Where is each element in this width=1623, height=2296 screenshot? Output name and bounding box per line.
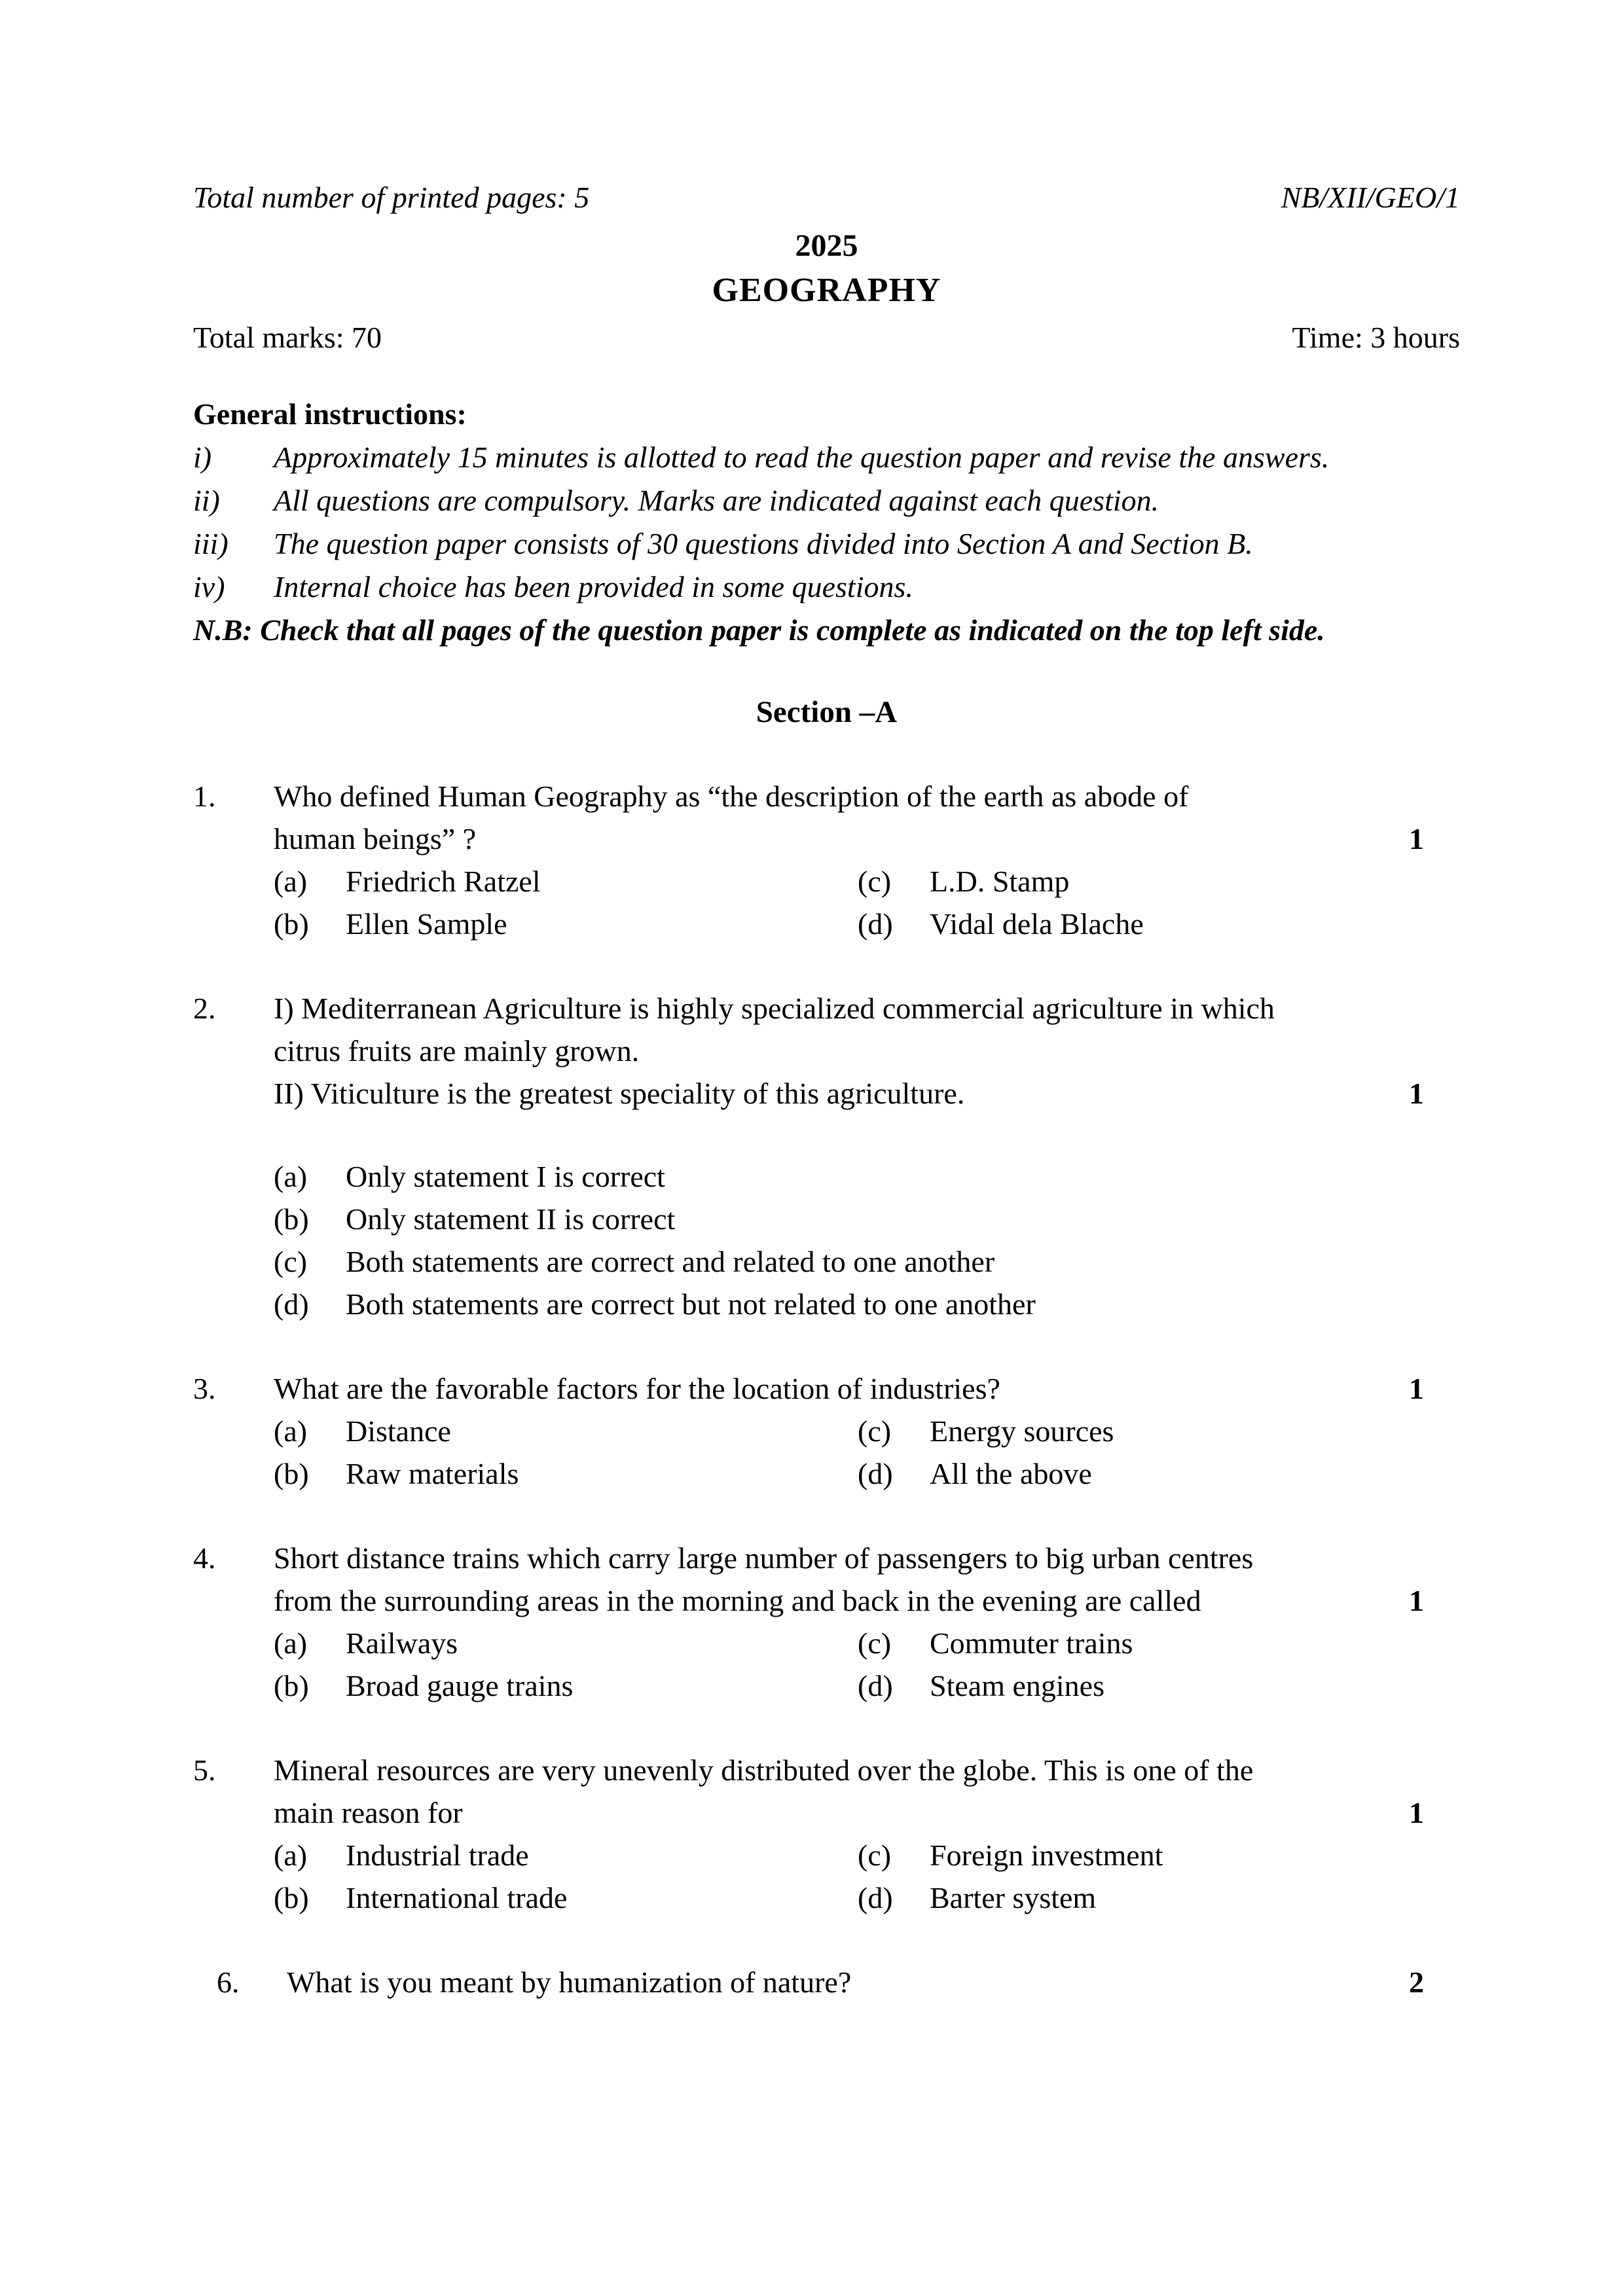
question-text: Short distance trains which carry large number of passengers to big urban centres — [274, 1541, 1254, 1575]
question-number: 5. — [193, 1753, 216, 1787]
options-grid — [274, 1834, 1460, 1919]
question-text: II) Viticulture is the greatest speciality of this agriculture. — [274, 1077, 965, 1110]
option-letter: (a) — [274, 1414, 308, 1448]
option-b — [274, 1452, 858, 1495]
option-letter: (d) — [858, 907, 893, 941]
instruction-number: iv) — [193, 570, 225, 603]
option-letter: (d) — [858, 1457, 893, 1490]
question-3 — [193, 1367, 1460, 1495]
section-a-title: Section –A — [756, 695, 898, 729]
option-letter: (d) — [858, 1669, 893, 1702]
option-a — [274, 1622, 858, 1664]
question-4 — [193, 1537, 1460, 1707]
question-number: 2. — [193, 992, 216, 1025]
option-letter: (c) — [858, 1414, 892, 1448]
option-b — [274, 903, 858, 945]
question-text: from the surrounding areas in the morning and back in the evening are called — [274, 1584, 1201, 1617]
option-text: Commuter trains — [930, 1626, 1133, 1660]
option-letter: (a) — [274, 1839, 308, 1872]
instruction-number: i) — [193, 440, 212, 474]
option-text: International trade — [346, 1881, 568, 1914]
question-text: Mineral resources are very unevenly distributed over the globe. This is one of the — [274, 1753, 1254, 1787]
instruction-number: ii) — [193, 484, 220, 517]
option-letter: (b) — [274, 1881, 309, 1914]
options-list — [274, 1155, 1460, 1325]
option-letter: (a) — [274, 1626, 308, 1660]
option-letter: (a) — [274, 1160, 308, 1193]
option-letter: (c) — [858, 1626, 892, 1660]
options-grid — [274, 1622, 1460, 1707]
option-text: Friedrich Ratzel — [346, 865, 541, 898]
marks-value: 1 — [1409, 1372, 1424, 1405]
instruction-item — [193, 436, 1460, 479]
question-2 — [193, 987, 1460, 1325]
option-text: Vidal dela Blache — [930, 907, 1144, 941]
question-text: I) Mediterranean Agriculture is highly specialized commercial agriculture in which — [274, 992, 1275, 1025]
marks-value: 1 — [1409, 1077, 1424, 1110]
option-letter: (c) — [858, 865, 892, 898]
option-text: Broad gauge trains — [346, 1669, 574, 1702]
question-number: 3. — [193, 1372, 216, 1405]
option-c — [858, 1834, 1460, 1876]
instruction-text: All questions are compulsory. Marks are indicated against each question. — [274, 484, 1159, 517]
printed-pages-note: Total number of printed pages: 5 — [193, 181, 590, 214]
time-label: Time: 3 hours — [1292, 321, 1460, 354]
instruction-item — [193, 565, 1460, 609]
option-text: Barter system — [930, 1881, 1097, 1914]
question-5 — [193, 1749, 1460, 1919]
subject-title: GEOGRAPHY — [712, 272, 941, 309]
total-marks-label: Total marks: 70 — [193, 321, 382, 354]
instructions-title: General instructions: — [193, 397, 467, 431]
question-text: main reason for — [274, 1796, 463, 1829]
option-d — [858, 1876, 1460, 1919]
general-instructions — [193, 393, 1460, 652]
option-text: Energy sources — [930, 1414, 1114, 1448]
option-b — [274, 1664, 858, 1707]
option-text: Both statements are correct but not related to one another — [346, 1287, 1036, 1321]
question-text: What is you meant by humanization of nature? — [287, 1965, 852, 1999]
instruction-text: Internal choice has been provided in some questions. — [274, 570, 913, 603]
options-grid — [274, 1410, 1460, 1495]
option-letter: (c) — [274, 1245, 308, 1278]
marks-value: 2 — [1409, 1965, 1424, 1999]
page-header — [193, 178, 1460, 217]
option-text: Ellen Sample — [346, 907, 507, 941]
option-d — [858, 903, 1460, 945]
option-text: All the above — [930, 1457, 1092, 1490]
question-number: 1. — [193, 780, 216, 813]
option-c — [858, 1622, 1460, 1664]
option-d — [274, 1283, 1460, 1325]
marks-value: 1 — [1409, 1584, 1424, 1617]
question-text: What are the favorable factors for the location of industries? — [274, 1372, 1000, 1405]
instruction-item — [193, 479, 1460, 522]
question-text: human beings” ? — [274, 822, 477, 855]
option-b — [274, 1876, 858, 1919]
options-grid — [274, 860, 1460, 945]
marks-time-row — [193, 318, 1460, 357]
question-6 — [193, 1961, 1460, 2003]
question-text: citrus fruits are mainly grown. — [274, 1034, 640, 1067]
option-text: Both statements are correct and related to one another — [346, 1245, 995, 1278]
question-1 — [193, 775, 1460, 945]
question-text: Who defined Human Geography as “the description of the earth as abode of — [274, 780, 1189, 813]
exam-year: 2025 — [795, 228, 858, 263]
instruction-text: The question paper consists of 30 questions divided into Section A and Section B. — [274, 527, 1253, 560]
question-number: 4. — [193, 1541, 216, 1575]
nb-note: N.B: Check that all pages of the question paper is complete as indicated on the top left side. — [193, 613, 1325, 647]
option-letter: (b) — [274, 1202, 309, 1236]
option-text: Raw materials — [346, 1457, 519, 1490]
option-text: Only statement I is correct — [346, 1160, 665, 1193]
option-a — [274, 1410, 858, 1452]
option-letter: (d) — [858, 1881, 893, 1914]
question-list — [193, 775, 1460, 2003]
option-c — [858, 860, 1460, 903]
option-d — [858, 1452, 1460, 1495]
option-d — [858, 1664, 1460, 1707]
marks-value: 1 — [1409, 1796, 1424, 1829]
option-text: Distance — [346, 1414, 451, 1448]
option-text: L.D. Stamp — [930, 865, 1070, 898]
option-letter: (b) — [274, 1457, 309, 1490]
instruction-number: iii) — [193, 527, 228, 560]
option-a — [274, 1155, 1460, 1198]
option-text: Railways — [346, 1626, 458, 1660]
option-letter: (b) — [274, 907, 309, 941]
option-c — [274, 1240, 1460, 1283]
option-text: Only statement II is correct — [346, 1202, 676, 1236]
option-text: Industrial trade — [346, 1839, 529, 1872]
option-text: Steam engines — [930, 1669, 1104, 1702]
option-a — [274, 860, 858, 903]
instruction-text: Approximately 15 minutes is allotted to read the question paper and revise the answers. — [274, 440, 1330, 474]
paper-code: NB/XII/GEO/1 — [1281, 181, 1460, 214]
marks-value: 1 — [1409, 822, 1424, 855]
question-number: 6. — [217, 1965, 240, 1999]
option-letter: (b) — [274, 1669, 309, 1702]
instruction-item — [193, 522, 1460, 565]
option-text: Foreign investment — [930, 1839, 1163, 1872]
option-c — [858, 1410, 1460, 1452]
option-letter: (d) — [274, 1287, 309, 1321]
option-b — [274, 1198, 1460, 1240]
option-letter: (c) — [858, 1839, 892, 1872]
option-letter: (a) — [274, 865, 308, 898]
option-a — [274, 1834, 858, 1876]
